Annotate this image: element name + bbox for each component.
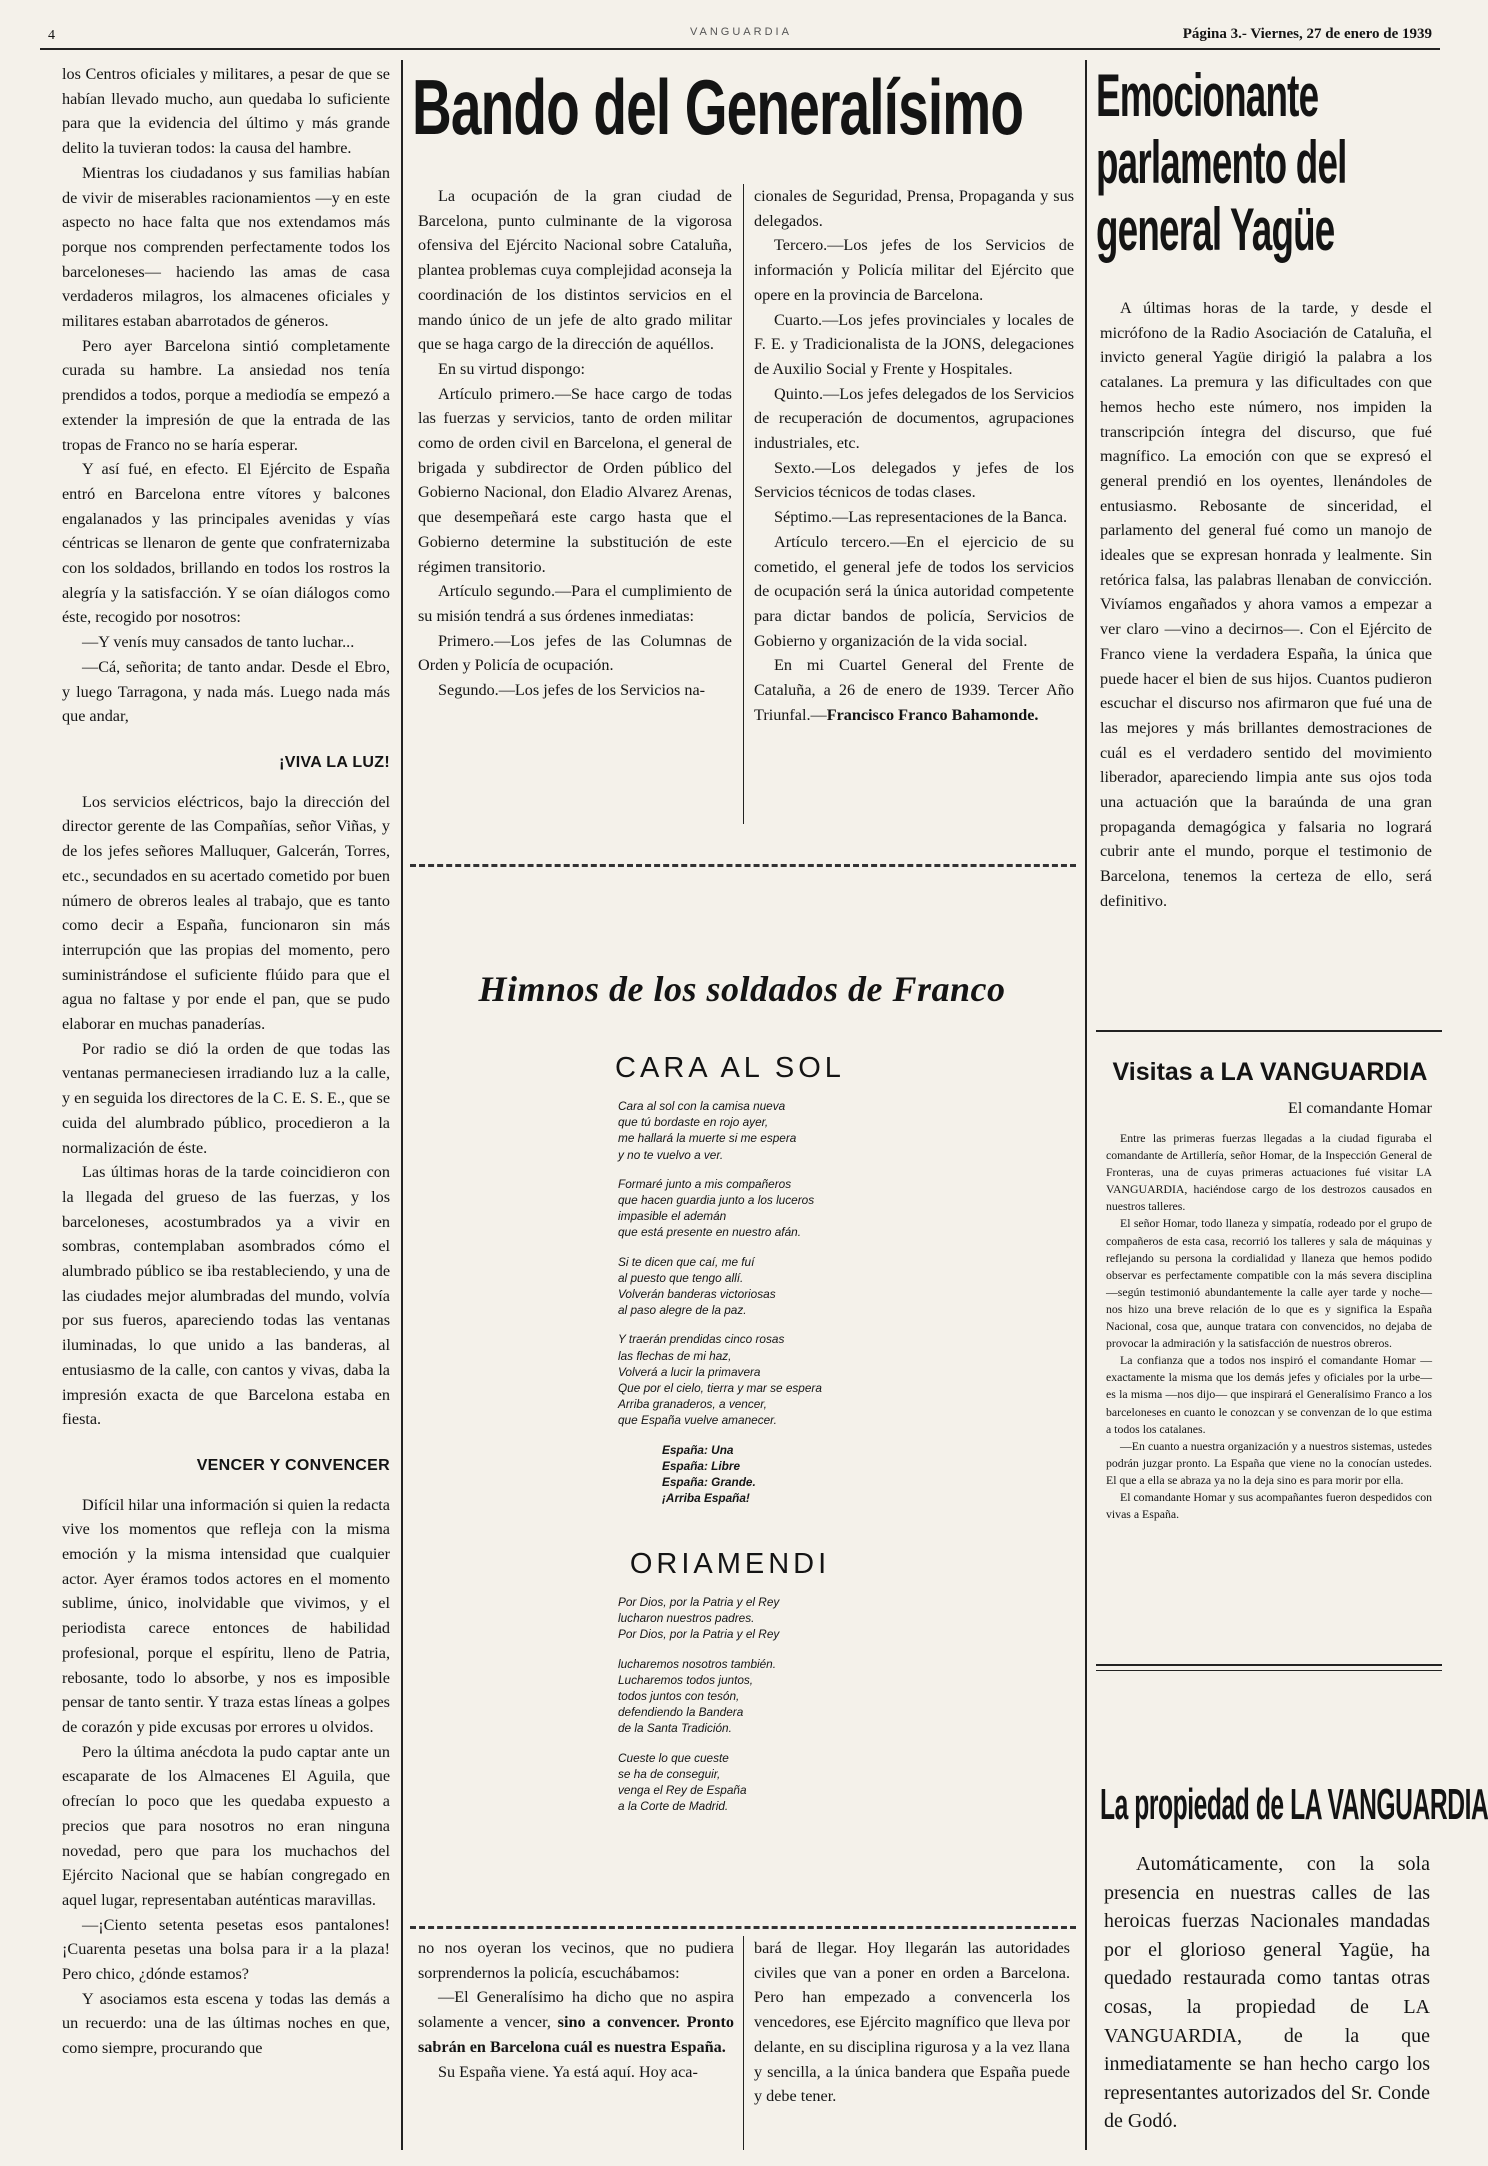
paragraph: Los servicios eléctricos, bajo la dirección del director gerente de las Compañías, señor Viñas, y de los jefes señores Malluquer, Galcerán, Torres, etc., secundados en su acertado cometido por buen número de obreros leales al trabajo, que es tanto como decir a España, funcionaron sin más interrupción que las propias del momento, pero suministrándose el suficiente flúido para que el agua no faltase y por ende el pan, que se pudo elaborar en muchas panaderías. [62,792,390,1034]
page-date-line: Página 3.- Viernes, 27 de enero de 1939 [1182,26,1432,42]
section-rule [410,1926,1076,1929]
paragraph: Artículo tercero.—En el ejercicio de su cometido, el general jefe de todos los servicios de ocupación será la única autoridad competente para dictar bandos de policía, Servicios de Gobierno y organización de la vida social. [754,532,1074,650]
section-rule [1096,1670,1442,1671]
paragraph: Las últimas horas de la tarde coincidieron con la llegada del grueso de las fuerzas, y los barceloneses, acostumbrados ya a vivir en sombras, contemplaban asombrados cómo el alumbrado público se iba restableciendo, y una de las ciudades mejor alumbradas del mundo, volvía por sus fueros, apareciendo todas las ventanas iluminadas, lo que unido a las banderas, al entusiasmo de la calle, con cantos y vivas, daba la impresión exacta de que Barcelona estaba en fiesta. [62,1163,390,1429]
paragraph: El señor Homar, todo llaneza y simpatía, rodeado por el grupo de compañeros de esta casa, recorrió los talleres y sala de máquinas y reflejando su persona la cordialidad y llaneza que hemos podido observar es perfectamente compatible con la más severa disciplina —según testimonió abundantemente la calle ayer tarde y noche— nos hizo una breve relación de lo que es y significa la España Nacional, cosa que, aunque tratara con convencidos, no dejaba de provocar la admiración y la satisfacción de nuestros obreros. [1106,1216,1432,1351]
paragraph: La confianza que a todos nos inspiró el comandante Homar —exactamente la misma que los demás jefes y oficiales por la urbe— es la misma —nos dijo— que inspirará el Generalísimo Franco a los barceloneses en cuanto le conozcan y se convenzan de lo que estima a todos los catalanes. [1106,1353,1432,1436]
verse-line: que hacen guardia junto a los luceros [618,1193,815,1208]
verse-line: Por Dios, por la Patria y el Rey [618,1595,780,1609]
paragraph: cionales de Seguridad, Prensa, Propaganda y sus delegados. [754,187,1074,230]
oriamendi-title: ORIAMENDI [629,1548,831,1580]
paragraph: En su virtud dispongo: [438,359,586,378]
verse-line: defendiendo la Bandera [618,1705,744,1720]
verse-line: Si te dicen que caí, me fuí [618,1254,755,1269]
signature: Francisco Franco Bahamonde. [826,705,1039,724]
verse-line: lucharon nuestros padres. [618,1611,755,1626]
paragraph: no nos oyeran los vecinos, que no pudiera sorprendernos la policía, escuchábamos: [418,1939,734,1982]
cara-al-sol-lyrics [618,1098,1038,1558]
masthead-rule [40,48,1440,50]
subheading-vencer-y-convencer: VENCER Y CONVENCER [196,1456,390,1474]
paragraph: Difícil hilar una información si quien la redacta vive los momentos que refleja con la misma emoción y la misma intensidad que cualquier actor. Ayer éramos todos actores en el momento sublime, único, inolvidable que vivimos, y el periodista carece entonces de habilidad profesional, porque el espíritu, lleno de Patria, rebosante, todo lo absorbe, y nos es imposible pensar de tanto sentir. Y traza estas líneas a golpes de corazón y pide excusas por errores u olvidos. [62,1495,390,1736]
visitas-body [1106,1130,1432,1634]
verse-line: Formaré junto a mis compañeros [618,1176,792,1191]
verse-line: las flechas de mi haz, [618,1348,732,1363]
paragraph: Quinto.—Los jefes delegados de los Servicios de recuperación de documentos, agrupaciones industriales, etc. [754,384,1074,453]
paragraph: Mientras los ciudadanos y sus familias habían de vivir de miserables racionamientos —y en este aspecto no hace falta que nos extendamos más porque nos comprenden perfectamente todos los barceloneses— haciendo las amas de casa verdaderos milagros, los almacenes oficiales y militares estaban abarrotados de géneros. [62,163,390,331]
hymns-title: Himnos de los soldados de Franco [478,969,1006,1009]
dateline: En mi Cuartel General del Frente de Cataluña, a 26 de enero de 1939. Tercer Año Triunfal.— [754,656,1074,724]
verse-line: Y traerán prendidas cinco rosas [618,1332,785,1347]
paragraph: Primero.—Los jefes de las Columnas de Orden y Policía de ocupación. [418,631,732,675]
bando-title: Bando del Generalísimo [412,63,1024,152]
cara-al-sol-title: CARA AL SOL [615,1052,845,1084]
verse-line: todos juntos con tesón, [618,1689,740,1704]
oriamendi-lyrics [618,1594,1038,1844]
verse-line: España: Libre [662,1458,741,1473]
visitas-title: Visitas a LA VANGUARDIA [1112,1058,1428,1086]
paragraph: los Centros oficiales y militares, a pesar de que se habían llevado mucho, aun quedaba lo suficiente para que la evidencia del último y más grande delito la tuvieran todos: la causa del hambre. [62,65,390,158]
yague-title-line-1: Emocionante [1096,60,1319,130]
paragraph: Artículo segundo.—Para el cumplimiento de su misión tendrá a sus órdenes inmediatas: [418,582,732,625]
column-rule [743,184,744,824]
bando-column-2 [754,184,1074,822]
paragraph: La ocupación de la gran ciudad de Barcelona, punto culminante de la vigorosa ofensiva del Ejército Nacional sobre Cataluña, plantea problemas cuya complejidad aconseja la coordinación de los distintos servicios en el mando único de un jefe de alto grado militar que se haga cargo de la dirección de aquéllos. [418,187,732,354]
paragraph [754,653,1074,727]
paragraph: Tercero.—Los jefes de los Servicios de información y Policía militar del Ejército que opere en la provincia de Barcelona. [754,236,1074,304]
page-corner-mark: 4 [48,28,55,43]
paragraph: Pero ayer Barcelona sintió completamente curada su hambre. La ansiedad nos tenía prendidos a todos, porque a mediodía se empezó a extender la impresión de que la entrada de las tropas de Franco no se haría esperar. [62,336,390,454]
paragraph: Por radio se dió la orden de que todas las ventanas permaneciesen irradiando luz a la calle, y en seguida los directores de la C. E. S. E., que se cuida del alumbrado público, procedieron a la normalización de éste. [62,1039,390,1157]
verse-line: Que por el cielo, tierra y mar se espera [618,1381,822,1396]
subheading-viva-la-luz: ¡VIVA LA LUZ! [279,753,390,771]
bottom-column-2 [754,1936,1070,2150]
verse-line: me hallará la muerte si me espera [618,1131,797,1146]
verse-line: Arriba granaderos, a vencer, [618,1397,767,1412]
verse-line: Lucharemos todos juntos, [618,1672,754,1687]
verse-line: que está presente en nuestro afán. [618,1225,801,1240]
verse-line: de la Santa Tradición. [618,1721,732,1736]
section-rule [410,864,1076,867]
paragraph: —Cá, señorita; de tanto andar. Desde el Ebro, y luego Tarragona, y nada más. Luego nada más que andar, [62,657,390,726]
paragraph: bará de llegar. Hoy llegarán las autoridades civiles que van a poner en orden a Barcelona. Pero han empezado a convencerla los vencedores, ese Ejército magnífico que lleva por delante, en su disciplina rigurosa y a la vez llana y sencilla, a la única bandera que España puede y debe tener. [754,1939,1070,2106]
verse-line: a la Corte de Madrid. [618,1799,729,1814]
quote-emphasis: sino a convencer. Pronto sabrán en Barcelona cuál es nuestra España. [418,2013,734,2056]
bando-title-box [412,62,1072,180]
paragraph: Pero la última anécdota la pudo captar ante un escaparate de los Almacenes El Aguila, que ofrecían lo poco que les quedaba expuesto a precios que para nosotros no eran ninguna novedad, pero que para los muchachos del Ejército Nacional que se habían congregado en aquel lugar, representaban auténticas maravillas. [62,1742,390,1909]
paragraph: Segundo.—Los jefes de los Servicios na- [438,681,706,700]
verse-line: que España vuelve amanecer. [618,1413,777,1428]
paragraph: Sexto.—Los delegados y jefes de los Servicios técnicos de todas clases. [754,458,1074,502]
stanza [618,1656,1038,1737]
propiedad-title: La propiedad de LA VANGUARDIA [1100,1780,1488,1829]
newspaper-name: VANGUARDIA [690,26,792,38]
paragraph: El comandante Homar y sus acompañantes fueron despedidos con vivas a España. [1106,1489,1432,1522]
paragraph [418,1985,734,2059]
stanza [618,1176,1038,1241]
verse-line: Cueste lo que cueste [618,1750,729,1765]
paragraph: —Y venís muy cansados de tanto luchar... [82,633,355,652]
stanza [618,1750,1038,1815]
verse-line: que tú bordaste en rojo ayer, [618,1115,769,1130]
yague-title-box [1096,62,1446,282]
column-rule [1085,60,1087,2150]
bando-column-1 [418,184,732,822]
verse-line: ¡Arriba España! [662,1491,750,1506]
section-rule [1096,1030,1442,1032]
verse-line: venga el Rey de España [618,1783,747,1798]
column-rule [401,60,403,2150]
visitas-subtitle: El comandante Homar [1288,1100,1432,1117]
bottom-column-1 [418,1936,734,2150]
stanza [618,1254,1038,1319]
stanza [618,1594,1038,1643]
paragraph: Automáticamente, con la sola presencia en nuestras calles de las heroicas fuerzas Nacionales mandadas por el glorioso general Yagüe, ha quedado restaurada como tantas otras cosas, la propiedad de LA VANGUARDIA, de la que inmediatamente se han hecho cargo los representantes autorizados del Sr. Conde de Godó. [1104,1853,1430,2133]
verse-line: España: Una [662,1442,734,1457]
yague-title-line-3: general Yagüe [1096,194,1335,264]
verse-line: Volverá a lucir la primavera [618,1364,761,1379]
propiedad-title-box [1100,1780,1488,1836]
yague-article-body [1100,296,1432,1006]
paragraph: —¡Ciento setenta pesetas esos pantalones! ¡Cuarenta pesetas una bolsa para ir a la plaza! Pero chico, ¿dónde estamos? [62,1915,390,1984]
verse-line: impasible el ademán [618,1209,727,1224]
stanza [618,1098,1038,1163]
verse-line: España: Grande. [662,1475,756,1490]
propiedad-body [1104,1850,1430,2150]
paragraph: A últimas horas de la tarde, y desde el micrófono de la Radio Asociación de Cataluña, el invicto general Yagüe dirigió la palabra a los catalanes. La premura y las dificultades con que hemos hecho este número, nos impiden la transcripción íntegra del discurso, que fué magnífico. La emoción con que se expresó el general prendió en los oyentes, llenándoles de entusiasmo. Rebosante de sinceridad, el parlamento del general fué como un manojo de ideales que se expresan honrada y lealmente. Sin retórica falsa, las palabras llenaban de convicción. Vivíamos engañados y ahora vamos a empezar a ver claro —vino a decirnos—. Con el Ejército de Franco viene la verdadera España, la única que puede hacer el bien de sus hijos. Cuantos pudieron escuchar el discurso nos afirmaron que fué una de las mejores y más brillantes demostraciones de cuál es el verdadero sentido del movimiento liberador, apareciendo limpia ante sus ojos toda una actuación que la baraúnda de una gran propaganda demagógica y falsaria no logrará cubrir ante el mundo, porque el testimonio de Barcelona, tenemos la certeza de ello, será definitivo. [1100,299,1432,910]
section-rule [1096,1664,1442,1666]
paragraph: Séptimo.—Las representaciones de la Banca. [774,508,1068,527]
verse-line: Volverán banderas victoriosas [618,1287,776,1302]
paragraph: Artículo primero.—Se hace cargo de todas las fuerzas y servicios, tanto de orden militar como de orden civil en Barcelona, el general de brigada y subdirector de Orden público del Gobierno Nacional, don Eladio Alvarez Arenas, que desempeñará este cargo hasta que el Gobierno determine la substitución de este régimen transitorio. [418,384,732,576]
yague-title-line-2: parlamento del [1096,127,1347,197]
paragraph: Entre las primeras fuerzas llegadas a la ciudad figuraba el comandante de Artillería, señor Homar, de la Inspección General de Fronteras, una de cuyas primeras actuaciones fué visitar LA VANGUARDIA, haciéndose cargo de los destrozos causados en nuestros talleres. [1106,1131,1432,1214]
verse-line: lucharemos nosotros también. [618,1656,777,1671]
paragraph: Su España viene. Ya está aquí. Hoy aca- [438,2062,698,2081]
verse-line: Cara al sol con la camisa nueva [618,1099,786,1113]
quote-text: —El Generalísimo ha dicho que no aspira solamente a vencer, [418,1988,734,2032]
stanza-final [618,1442,1038,1507]
paragraph: Y así fué, en efecto. El Ejército de España entró en Barcelona entre vítores y balcones engalanados y las principales avenidas y vías céntricas se llenaron de gente que confraternizaba con los soldados, brillando en todos los rostros la alegría y la satisfacción. Y se oían diálogos como éste, recogido por nosotros: [62,460,390,627]
paragraph: Y asociamos esta escena y todas las demás a un recuerdo: una de las últimas noches en que, como siempre, procurando que [62,1989,390,2058]
verse-line: al puesto que tengo allí. [618,1270,744,1285]
column-left-article [62,62,390,2150]
verse-line: al paso alegre de la paz. [618,1303,747,1318]
column-rule [743,1936,744,2150]
verse-line: y no te vuelvo a ver. [618,1147,724,1162]
verse-line: Por Dios, por la Patria y el Rey [618,1627,780,1642]
verse-line: se ha de conseguir, [618,1766,721,1781]
paragraph: Cuarto.—Los jefes provinciales y locales de F. E. y Tradicionalista de la JONS, delegaciones de Auxilio Social y Frente y Hospitales. [754,310,1074,378]
stanza [618,1331,1038,1428]
paragraph: —En cuanto a nuestra organización y a nuestros sistemas, ustedes podrán juzgar pronto. La España que viene no la conocían ustedes. El que a ella se abraza ya no la deja sino es para morir por ella. [1106,1438,1432,1487]
